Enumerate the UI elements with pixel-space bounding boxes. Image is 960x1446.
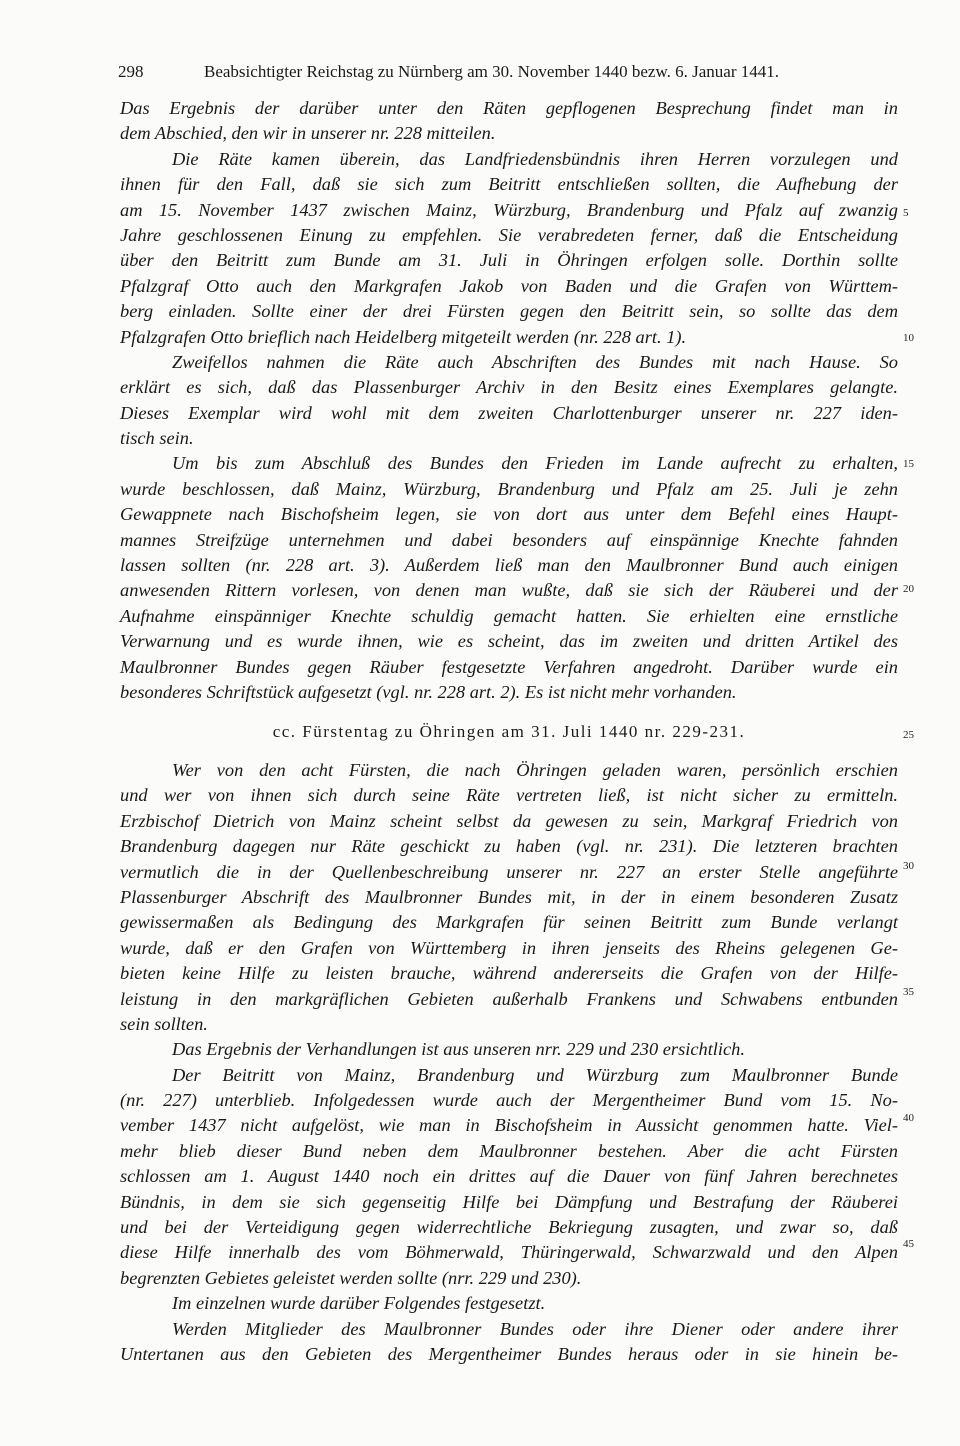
text-line: Der Beitritt von Mainz, Brandenburg und Würzburg zum Maulbronner Bunde bbox=[172, 1064, 898, 1085]
text-line: Erzbischof Dietrich von Mainz scheint selbst da gewesen zu sein, Markgraf Friedrich von bbox=[120, 810, 898, 831]
section-1-text bbox=[120, 96, 898, 705]
line-number: 20 bbox=[903, 583, 914, 595]
text-line: dem Abschied, den wir in unserer nr. 228 mitteilen. bbox=[120, 123, 496, 144]
line-number: 15 bbox=[903, 458, 914, 470]
text-line: Werden Mitglieder des Maulbronner Bundes oder ihre Diener oder andere ihrer bbox=[172, 1318, 898, 1339]
text-line: Das Ergebnis der darüber unter den Räten gepflogenen Besprechung findet man in bbox=[120, 98, 898, 118]
text-line: Jahre geschlossenen Einung zu empfehlen. Sie verabredeten ferner, daß die Entscheidung bbox=[120, 224, 898, 245]
text-line: mehr blieb dieser Bund neben dem Maulbronner bestehen. Aber die acht Fürsten bbox=[120, 1140, 898, 1161]
line-number: 25 bbox=[903, 729, 914, 741]
section-heading: cc. Fürstentag zu Öhringen am 31. Juli 1440 nr. 229-231. bbox=[272, 722, 746, 741]
text-line: berg einladen. Sollte einer der drei Fürsten gegen den Beitritt sein, so sollte das dem bbox=[120, 301, 898, 322]
text-line: Die Räte kamen überein, das Landfriedensbündnis ihren Herren vorzulegen und bbox=[172, 148, 898, 169]
text-line: Bündnis, in dem sie sich gegenseitig Hilfe bei Dämpfung und Bestrafung der Räuberei bbox=[120, 1191, 898, 1212]
text-line: anwesenden Rittern vorlesen, von denen man wußte, daß sie sich der Räuberei und der bbox=[120, 580, 898, 601]
line-number: 30 bbox=[903, 860, 914, 872]
text-line: Verwarnung und es wurde ihnen, wie es scheint, das im zweiten und dritten Artikel des bbox=[120, 631, 898, 652]
text-line: und bei der Verteidigung gegen widerrechtliche Bekriegung zusagten, und zwar so, daß bbox=[120, 1217, 898, 1238]
text-line: ihnen für den Fall, daß sie sich zum Beitritt entschließen sollten, die Aufhebung der bbox=[120, 174, 898, 195]
line-number: 45 bbox=[903, 1238, 914, 1250]
text-line: Im einzelnen wurde darüber Folgendes festgesetzt. bbox=[172, 1293, 546, 1314]
line-number: 5 bbox=[903, 207, 909, 219]
text-line: Pfalzgraf Otto auch den Markgrafen Jakob von Baden und die Grafen von Württem- bbox=[120, 275, 898, 296]
text-line: Das Ergebnis der Verhandlungen ist aus unseren nrr. 229 und 230 ersichtlich. bbox=[172, 1039, 745, 1060]
text-line: über den Beitritt zum Bunde am 31. Juli in Öhringen erfolgen solle. Dorthin sollte bbox=[120, 250, 898, 271]
text-line: vermutlich die in der Quellenbeschreibung unserer nr. 227 an erster Stelle angeführte bbox=[120, 861, 898, 882]
text-line: am 15. November 1437 zwischen Mainz, Würzburg, Brandenburg und Pfalz auf zwanzig bbox=[120, 199, 898, 220]
text-line: (nr. 227) unterblieb. Infolgedessen wurde auch der Mergentheimer Bund vom 15. No- bbox=[120, 1090, 898, 1111]
text-line: Pfalzgrafen Otto brieflich nach Heidelberg mitgeteilt werden (nr. 228 art. 1). bbox=[120, 326, 687, 347]
text-line: Zweifellos nahmen die Räte auch Abschriften des Bundes mit nach Hause. So bbox=[172, 351, 898, 372]
text-line: erklärt es sich, daß das Plassenburger Archiv in den Besitz eines Exemplares gelangte. bbox=[120, 377, 898, 398]
text-line: begrenzten Gebietes geleistet werden sollte (nrr. 229 und 230). bbox=[120, 1267, 582, 1288]
text-line: Gewappnete nach Bischofsheim legen, sie von dort aus unter dem Befehl eines Haupt- bbox=[120, 504, 898, 525]
text-line: Plassenburger Abschrift des Maulbronner Bundes mit, in der in einem besonderen Zusatz bbox=[120, 886, 898, 907]
line-number: 40 bbox=[903, 1112, 914, 1124]
text-line: besonderes Schriftstück aufgesetzt (vgl. nr. 228 art. 2). Es ist nicht mehr vorhanden. bbox=[120, 681, 737, 702]
text-line: bieten keine Hilfe zu leisten brauche, während andererseits die Grafen von der Hilfe- bbox=[120, 963, 898, 984]
text-line: sein sollten. bbox=[120, 1013, 208, 1034]
running-head-title: Beabsichtigter Reichstag zu Nürnberg am 30. November 1440 bezw. 6. Januar 1441. bbox=[204, 62, 780, 81]
text-line: leistung in den markgräflichen Gebieten außerhalb Frankens und Schwabens entbunden bbox=[120, 988, 898, 1009]
line-number: 35 bbox=[903, 986, 914, 998]
text-line: Dieses Exemplar wird wohl mit dem zweiten Charlottenburger unserer nr. 227 iden- bbox=[120, 402, 898, 423]
text-line: mannes Streifzüge unternehmen und dabei besonders auf einspännige Knechte fahnden bbox=[120, 529, 898, 550]
line-number: 10 bbox=[903, 332, 914, 344]
text-line: wurde beschlossen, daß Mainz, Würzburg, Brandenburg und Pfalz am 25. Juli je zehn bbox=[120, 478, 898, 499]
text-line: tisch sein. bbox=[120, 428, 194, 449]
text-line: Wer von den acht Fürsten, die nach Öhringen geladen waren, persönlich erschien bbox=[172, 760, 898, 780]
text-line: lassen sollten (nr. 228 art. 3). Außerdem ließ man den Maulbronner Bund auch einigen bbox=[120, 555, 898, 576]
text-line: vember 1437 nicht aufgelöst, wie man in Bischofsheim in Aussicht genommen hatte. Viel- bbox=[120, 1115, 898, 1136]
text-line: schlossen am 1. August 1440 noch ein drittes auf die Dauer von fünf Jahren berechnetes bbox=[120, 1166, 898, 1187]
page-number: 298 bbox=[118, 62, 144, 81]
text-line: Untertanen aus den Gebieten des Mergentheimer Bundes heraus oder in sie hinein be- bbox=[120, 1343, 898, 1364]
text-line: Maulbronner Bundes gegen Räuber festgesetzte Verfahren angedroht. Darüber wurde ein bbox=[120, 656, 898, 677]
text-line: gewissermaßen als Bedingung des Markgrafen für seinen Beitritt zum Bunde verlangt bbox=[120, 912, 898, 933]
text-line: wurde, daß er den Grafen von Württemberg in ihren jenseits des Rheins gelegenen Ge- bbox=[120, 937, 898, 958]
text-line: Aufnahme einspänniger Knechte schuldig gemacht hatten. Sie erhielten eine ernstliche bbox=[120, 605, 898, 626]
section-2-text bbox=[120, 758, 898, 1367]
text-line: diese Hilfe innerhalb des vom Böhmerwald, Thüringerwald, Schwarzwald und den Alpen bbox=[120, 1242, 898, 1263]
text-line: Um bis zum Abschluß des Bundes den Frieden im Lande aufrecht zu erhalten, bbox=[172, 453, 898, 474]
text-line: Brandenburg dagegen nur Räte geschickt zu haben (vgl. nr. 231). Die letzteren brachten bbox=[120, 836, 898, 857]
text-line: und wer von ihnen sich durch seine Räte vertreten ließ, ist nicht sicher zu ermitteln. bbox=[120, 785, 898, 806]
running-head bbox=[118, 62, 898, 82]
